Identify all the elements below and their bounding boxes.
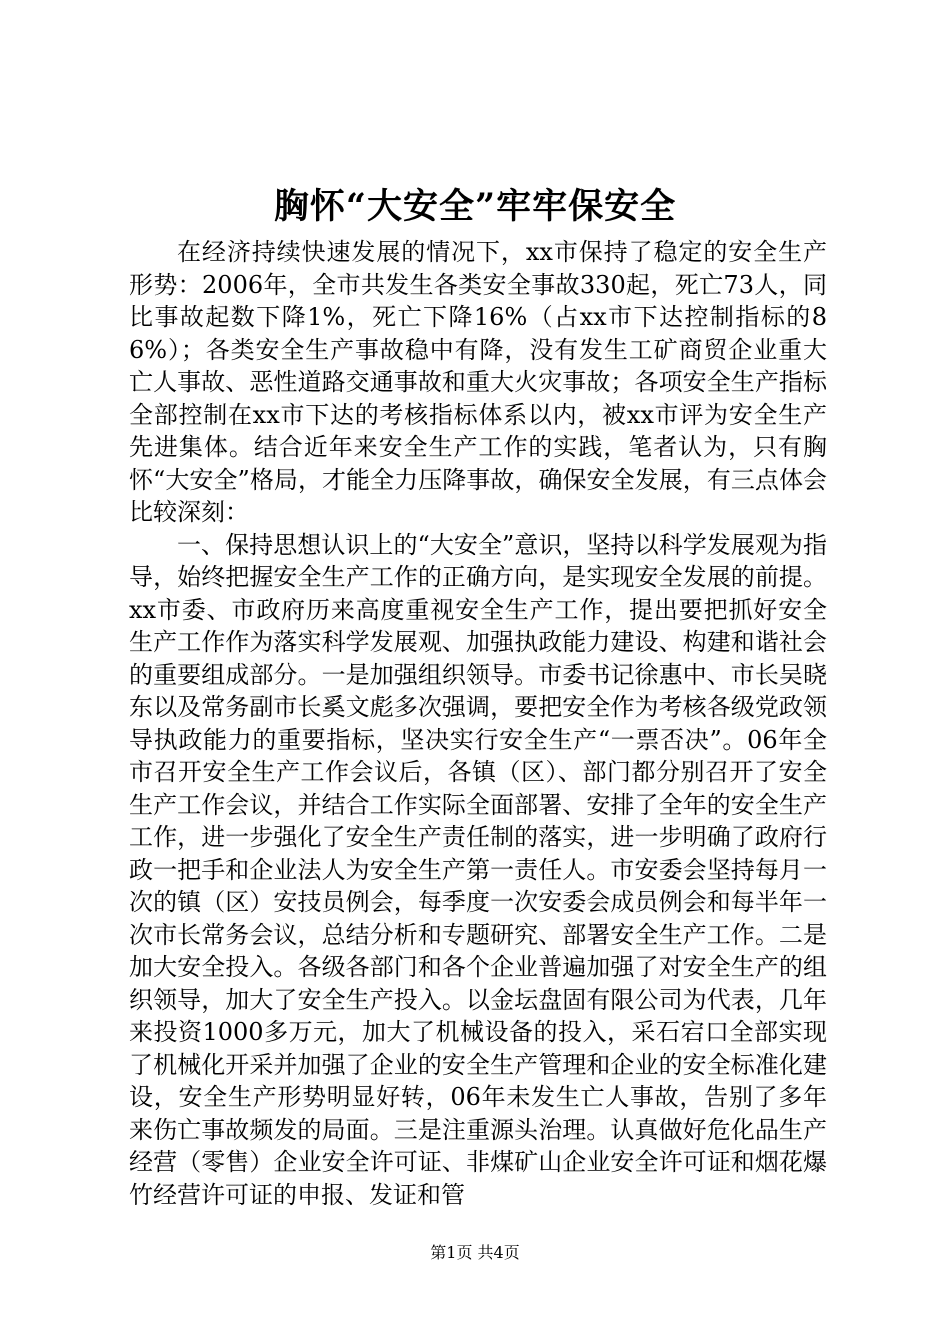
page-footer: 第1页 共4页 (430, 1243, 520, 1262)
paragraph-intro: 在经济持续快速发展的情况下，xx市保持了稳定的安全生产形势：2006年，全市共发生各类安全事故330起，死亡73人，同比事故起数下降1%，死亡下降16%（占xx市下达控制指标的86%）；各类安全生产事故稳中有降，没有发生工矿商贸企业重大亡人事故、恶性道路交通事故和重大火灾事故；各项安全生产指标全部控制在xx市下达的考核指标体系以内，被xx市评为安全生产先进集体。结合近年来安全生产工作的实践，笔者认为，只有胸怀“大安全”格局，才能全力压降事故，确保安全发展，有三点体会比较深刻： (129, 238, 827, 526)
paragraph-section-one: 一、保持思想认识上的“大安全”意识，坚持以科学发展观为指导，始终把握安全生产工作的正确方向，是实现安全发展的前提。xx市委、市政府历来高度重视安全生产工作，提出要把抓好安全生产工作作为落实科学发展观、加强执政能力建设、构建和谐社会的重要组成部分。一是加强组织领导。市委书记徐惠中、市长吴晓东以及常务副市长奚文彪多次强调，要把安全作为考核各级党政领导执政能力的重要指标，坚决实行安全生产“一票否决”。06年全市召开安全生产工作会议后，各镇（区）、部门都分别召开了安全生产工作会议，并结合工作实际全面部署、安排了全年的安全生产工作，进一步强化了安全生产责任制的落实，进一步明确了政府行政一把手和企业法人为安全生产第一责任人。市安委会坚持每月一次的镇（区）安技员例会，每季度一次安委会成员例会和每半年一次市长常务会议，总结分析和专题研究、部署安全生产工作。二是加大安全投入。各级各部门和各个企业普遍加强了对安全生产的组织领导，加大了安全生产投入。以金坛盘固有限公司为代表，几年来投资1000多万元，加大了机械设备的投入，采石宕口全部实现了机械化开采并加强了企业的安全生产管理和企业的安全标准化建设，安全生产形势明显好转，06年未发生亡人事故，告别了多年来伤亡事故频发的局面。三是注重源头治理。认真做好危化品生产经营（零售）企业安全许可证、非煤矿山企业安全许可证和烟花爆竹经营许可证的申报、发证和管 (129, 530, 827, 1209)
document-body (129, 236, 827, 1211)
document-title: 胸怀“大安全”牢牢保安全 (273, 186, 677, 227)
